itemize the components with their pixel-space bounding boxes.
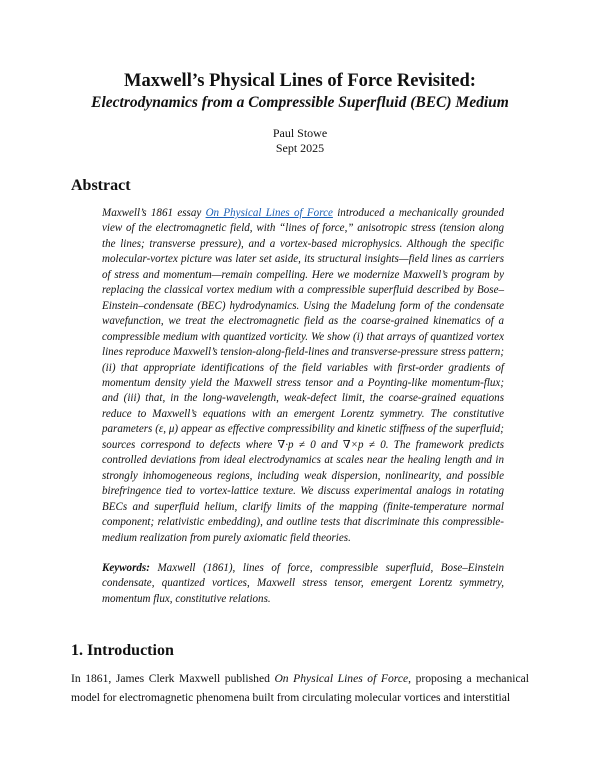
keywords-paragraph [102,561,504,607]
publication-date: Sept 2025 [275,141,325,155]
abstract-paragraph [102,206,504,546]
keywords-label: Keywords: [102,562,150,574]
intro-lead: In 1861, James Clerk Maxwell published [71,672,275,685]
abstract-lead: Maxwell’s 1861 essay [102,207,206,219]
intro-essay-title: On Physical Lines of Force [274,672,409,685]
abstract-heading: Abstract [71,177,131,194]
introduction-paragraph [71,670,529,707]
author-name: Paul Stowe [272,126,328,140]
keywords-text: Maxwell (1861), lines of force, compressible superfluid, Bose–Einstein condensate, quantized vortices, Maxwell stress tensor, emergent Lorentz symmetry, momentum flux, constitutive relations. [102,562,504,605]
abstract-body: introduced a mechanically grounded view of the electromagnetic field, with “lines of force,” anisotropic stress (tension along the lines; transverse pressure), and a vortex-based microphysics. Although the specific molecular-vortex picture was later set aside, its structural insights—field lines as carriers of stress and momentum—remain compelling. Here we modernize Maxwell’s program by replacing the classical vortex medium with a compressible superfluid described by Bose–Einstein–condensate (BEC) hydrodynamics. Using the Madelung form of the condensate wavefunction, we treat the electromagnetic field as the coarse-grained kinematics of a compressible medium with quantized vorticity. We show (i) that arrays of quantized vortex lines reproduce Maxwell’s tension-along-field-lines and transverse-pressure stress pattern; (ii) that appropriate identifications of the field variables with first-order gradients of momentum density yield the Maxwell stress tensor and a Poynting-like momentum-flux; and (iii) that, in the long-wavelength, weak-defect limit, the coarse-grained equations reduce to Maxwell’s equations with an emergent Lorentz symmetry. The constitutive parameters (ε, μ) appear as effective compressibility and kinetic stiffness of the superfluid; sources correspond to defects where ∇·p ≠ 0 and ∇×p ≠ 0. The framework predicts controlled deviations from ideal electrodynamics at scales near the healing length and in strongly inhomogeneous regions, including weak dispersion, nonlinearity, and possible birefringence tied to vortex-lattice texture. We discuss experimental analogs in rotating BECs and superfluid helium, clarify limits of the mapping (finite-temperature normal component; relativistic embedding), and outline tests that discriminate this compressible-medium realization from purely axiomatic field theories. [102,207,504,544]
paper-title: Maxwell’s Physical Lines of Force Revisited: [124,71,476,91]
intro-body: , proposing a mechanical model for electromagnetic phenomena built from circulating molecular vortices and interstitial [71,672,529,704]
introduction-heading: 1. Introduction [71,642,174,659]
paper-subtitle: Electrodynamics from a Compressible Superfluid (BEC) Medium [91,94,509,111]
essay-link[interactable]: On Physical Lines of Force [205,207,333,219]
